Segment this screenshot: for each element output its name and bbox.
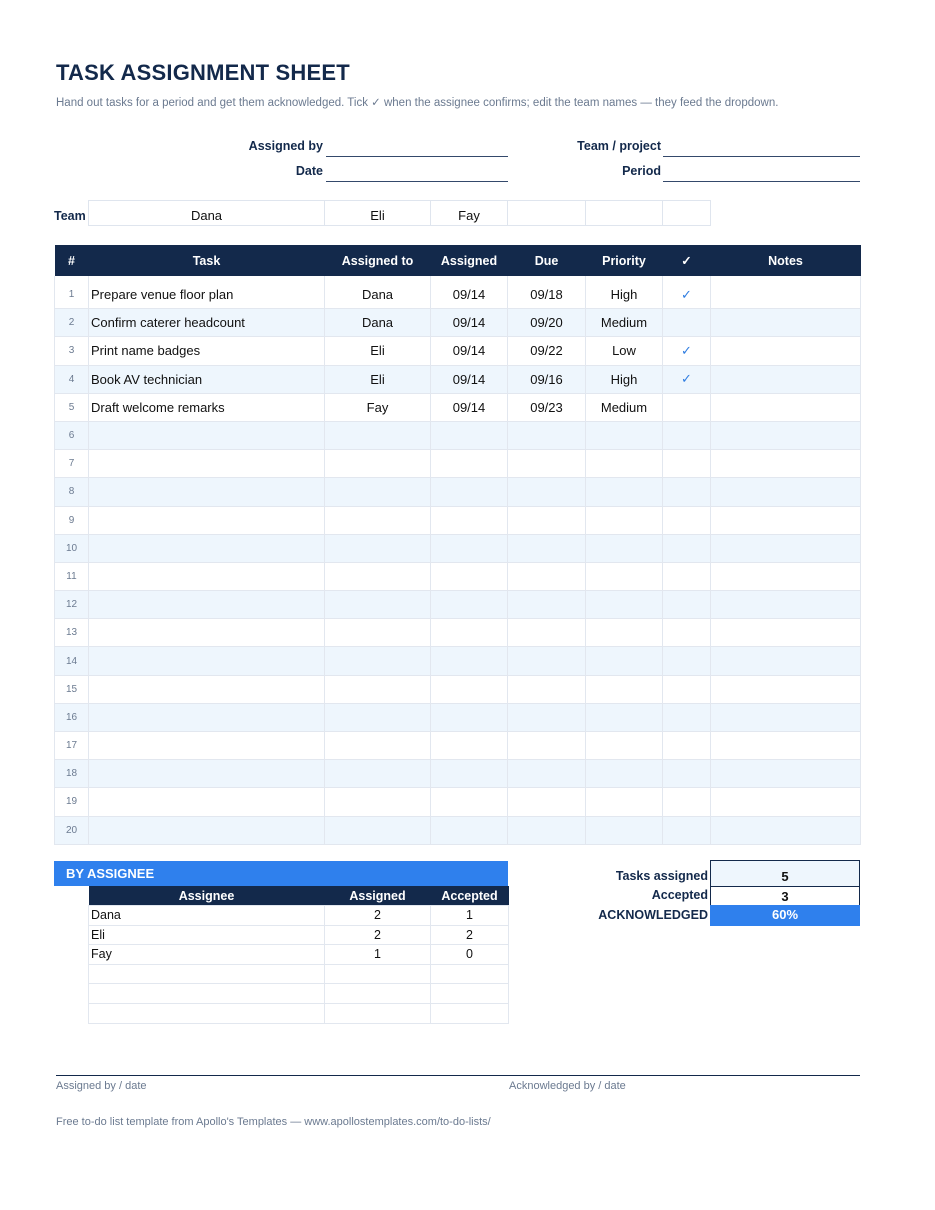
task-cell[interactable] — [89, 675, 325, 703]
notes-cell[interactable] — [711, 478, 861, 506]
due-date-cell[interactable] — [508, 478, 586, 506]
assigned-to-cell[interactable] — [325, 534, 431, 562]
assignee-assigned-count: 2 — [325, 906, 431, 926]
due-date-cell[interactable]: 09/16 — [508, 365, 586, 393]
task-cell[interactable] — [89, 591, 325, 619]
due-date-cell[interactable] — [508, 647, 586, 675]
due-date-cell[interactable]: 09/18 — [508, 276, 586, 309]
assigned-to-cell[interactable] — [325, 816, 431, 844]
by-assignee-table — [88, 886, 509, 1024]
due-date-cell[interactable]: 09/22 — [508, 337, 586, 365]
row-number: 20 — [55, 816, 89, 844]
assigned-to-cell[interactable]: Eli — [325, 337, 431, 365]
acknowledged-value: 60% — [710, 905, 860, 926]
acknowledged-check[interactable] — [663, 562, 711, 590]
task-cell[interactable]: Print name badges — [89, 337, 325, 365]
assigned-to-cell[interactable] — [325, 675, 431, 703]
acknowledged-check[interactable] — [663, 450, 711, 478]
table-row — [55, 365, 861, 393]
notes-cell[interactable] — [711, 337, 861, 365]
table-row — [55, 703, 861, 731]
task-cell[interactable]: Draft welcome remarks — [89, 393, 325, 421]
table-row — [55, 619, 861, 647]
task-cell[interactable] — [89, 506, 325, 534]
assigned-date-cell[interactable] — [431, 760, 508, 788]
acknowledged-check[interactable] — [663, 619, 711, 647]
assigned-to-cell[interactable] — [325, 591, 431, 619]
acknowledged-check[interactable] — [663, 591, 711, 619]
assignee-assigned-count — [325, 964, 431, 984]
priority-cell[interactable]: Low — [586, 337, 663, 365]
accepted-label: Accepted — [651, 888, 708, 902]
assigned-by-signature-label: Assigned by / date — [56, 1080, 147, 1092]
row-number: 14 — [55, 647, 89, 675]
assigned-date-cell[interactable]: 09/14 — [431, 309, 508, 337]
table-row — [55, 450, 861, 478]
due-date-cell[interactable] — [508, 506, 586, 534]
assigned-to-cell[interactable] — [325, 506, 431, 534]
row-number: 11 — [55, 562, 89, 590]
table-row — [55, 337, 861, 365]
row-number: 17 — [55, 732, 89, 760]
acknowledged-check[interactable] — [663, 703, 711, 731]
task-cell[interactable] — [89, 760, 325, 788]
task-cell[interactable] — [89, 562, 325, 590]
team-member-cell[interactable]: Fay — [430, 200, 508, 226]
assigned-date-cell[interactable] — [431, 506, 508, 534]
table-row — [55, 478, 861, 506]
assigned-date-cell[interactable] — [431, 421, 508, 449]
notes-cell[interactable] — [711, 393, 861, 421]
page-subtitle: Hand out tasks for a period and get them acknowledged. Tick ✓ when the assignee confirms; edit the team names — they feed the dropdown. — [56, 97, 779, 109]
team-member-cell[interactable]: Dana — [88, 200, 325, 226]
row-number: 16 — [55, 703, 89, 731]
notes-cell[interactable] — [711, 732, 861, 760]
notes-cell[interactable] — [711, 421, 861, 449]
notes-cell[interactable] — [711, 703, 861, 731]
due-date-cell[interactable] — [508, 760, 586, 788]
acknowledged-check[interactable] — [663, 421, 711, 449]
team-label: Team — [54, 209, 86, 223]
team-project-field[interactable] — [663, 141, 860, 157]
assignee-name — [89, 1003, 325, 1023]
notes-cell[interactable] — [711, 816, 861, 844]
assigned-date-cell[interactable] — [431, 816, 508, 844]
assigned-date-cell[interactable]: 09/14 — [431, 276, 508, 309]
task-cell[interactable] — [89, 816, 325, 844]
due-date-cell[interactable] — [508, 703, 586, 731]
col-header-accepted-count: Accepted — [431, 886, 509, 906]
task-cell[interactable] — [89, 788, 325, 816]
team-member-cell[interactable] — [507, 200, 586, 226]
list-item — [89, 945, 509, 965]
notes-cell[interactable] — [711, 309, 861, 337]
notes-cell[interactable] — [711, 365, 861, 393]
assigned-date-cell[interactable] — [431, 478, 508, 506]
assigned-date-cell[interactable]: 09/14 — [431, 365, 508, 393]
acknowledged-check[interactable] — [663, 816, 711, 844]
row-number: 6 — [55, 421, 89, 449]
priority-cell[interactable] — [586, 591, 663, 619]
assigned-to-cell[interactable] — [325, 760, 431, 788]
assigned-date-cell[interactable] — [431, 562, 508, 590]
task-cell[interactable] — [89, 478, 325, 506]
priority-cell[interactable] — [586, 478, 663, 506]
table-row — [55, 675, 861, 703]
assigned-date-cell[interactable]: 09/14 — [431, 393, 508, 421]
assignee-name: Dana — [89, 906, 325, 926]
priority-cell[interactable] — [586, 788, 663, 816]
task-cell[interactable]: Confirm caterer headcount — [89, 309, 325, 337]
row-number: 7 — [55, 450, 89, 478]
due-date-cell[interactable] — [508, 562, 586, 590]
due-date-cell[interactable] — [508, 619, 586, 647]
due-date-cell[interactable] — [508, 591, 586, 619]
assigned-to-cell[interactable]: Eli — [325, 365, 431, 393]
due-date-cell[interactable] — [508, 534, 586, 562]
page-title: TASK ASSIGNMENT SHEET — [56, 60, 350, 85]
col-header-number: # — [55, 245, 89, 276]
assignee-accepted-count: 2 — [431, 925, 509, 945]
table-row — [55, 732, 861, 760]
row-number: 15 — [55, 675, 89, 703]
assignee-name: Eli — [89, 925, 325, 945]
row-number: 18 — [55, 760, 89, 788]
acknowledged-check[interactable] — [663, 732, 711, 760]
notes-cell[interactable] — [711, 760, 861, 788]
team-member-cell[interactable] — [662, 200, 711, 226]
table-header-row — [55, 245, 861, 276]
assigned-date-cell[interactable] — [431, 788, 508, 816]
signature-line — [56, 1075, 860, 1076]
priority-cell[interactable] — [586, 421, 663, 449]
assigned-to-cell[interactable]: Dana — [325, 276, 431, 309]
notes-cell[interactable] — [711, 450, 861, 478]
priority-cell[interactable] — [586, 647, 663, 675]
due-date-cell[interactable] — [508, 450, 586, 478]
list-item — [89, 1003, 509, 1023]
assignee-assigned-count — [325, 984, 431, 1004]
acknowledged-check[interactable] — [663, 506, 711, 534]
acknowledged-check[interactable] — [663, 393, 711, 421]
col-header-check: ✓ — [663, 245, 711, 276]
due-date-cell[interactable] — [508, 816, 586, 844]
acknowledged-check[interactable] — [663, 534, 711, 562]
col-header-assigned-to: Assigned to — [325, 245, 431, 276]
row-number: 12 — [55, 591, 89, 619]
task-table — [54, 245, 861, 845]
team-member-cell[interactable]: Eli — [324, 200, 431, 226]
table-row — [55, 647, 861, 675]
priority-cell[interactable] — [586, 562, 663, 590]
accepted-value: 3 — [710, 886, 860, 906]
notes-cell[interactable] — [711, 788, 861, 816]
table-row — [55, 309, 861, 337]
assignee-accepted-count — [431, 1003, 509, 1023]
assigned-date-cell[interactable] — [431, 450, 508, 478]
notes-cell[interactable] — [711, 619, 861, 647]
table-row — [55, 760, 861, 788]
assignee-assigned-count — [325, 1003, 431, 1023]
list-item — [89, 964, 509, 984]
assignee-accepted-count: 1 — [431, 906, 509, 926]
assigned-to-cell[interactable] — [325, 788, 431, 816]
priority-cell[interactable] — [586, 534, 663, 562]
task-cell[interactable] — [89, 732, 325, 760]
priority-cell[interactable] — [586, 619, 663, 647]
acknowledged-check[interactable] — [663, 788, 711, 816]
table-row — [55, 421, 861, 449]
acknowledged-by-signature-label: Acknowledged by / date — [509, 1080, 626, 1092]
team-project-label: Team / project — [577, 139, 661, 153]
list-item — [89, 925, 509, 945]
due-date-cell[interactable] — [508, 421, 586, 449]
priority-cell[interactable] — [586, 816, 663, 844]
task-cell[interactable] — [89, 534, 325, 562]
acknowledged-check[interactable] — [663, 647, 711, 675]
row-number: 2 — [55, 309, 89, 337]
assigned-to-cell[interactable] — [325, 619, 431, 647]
due-date-cell[interactable] — [508, 732, 586, 760]
period-label: Period — [622, 164, 661, 178]
list-item — [89, 906, 509, 926]
assignee-name: Fay — [89, 945, 325, 965]
assigned-to-cell[interactable] — [325, 421, 431, 449]
team-member-cell[interactable] — [585, 200, 663, 226]
date-field[interactable] — [326, 166, 508, 182]
assigned-date-cell[interactable] — [431, 591, 508, 619]
row-number: 8 — [55, 478, 89, 506]
table-row — [55, 816, 861, 844]
col-header-task: Task — [89, 245, 325, 276]
col-header-priority: Priority — [586, 245, 663, 276]
priority-cell[interactable]: High — [586, 276, 663, 309]
assignee-assigned-count: 2 — [325, 925, 431, 945]
task-cell[interactable] — [89, 647, 325, 675]
row-number: 1 — [55, 276, 89, 309]
due-date-cell[interactable] — [508, 675, 586, 703]
assigned-date-cell[interactable] — [431, 732, 508, 760]
notes-cell[interactable] — [711, 591, 861, 619]
priority-cell[interactable]: Medium — [586, 309, 663, 337]
row-number: 10 — [55, 534, 89, 562]
priority-cell[interactable] — [586, 450, 663, 478]
task-cell[interactable] — [89, 421, 325, 449]
due-date-cell[interactable]: 09/23 — [508, 393, 586, 421]
by-assignee-title: BY ASSIGNEE — [54, 861, 508, 886]
priority-cell[interactable] — [586, 732, 663, 760]
task-cell[interactable]: Book AV technician — [89, 365, 325, 393]
assigned-by-label: Assigned by — [248, 139, 323, 153]
notes-cell[interactable] — [711, 675, 861, 703]
row-number: 5 — [55, 393, 89, 421]
col-header-assigned-count: Assigned — [325, 886, 431, 906]
row-number: 19 — [55, 788, 89, 816]
table-row — [55, 591, 861, 619]
col-header-assignee: Assignee — [89, 886, 325, 906]
due-date-cell[interactable]: 09/20 — [508, 309, 586, 337]
priority-cell[interactable] — [586, 675, 663, 703]
notes-cell[interactable] — [711, 506, 861, 534]
assigned-date-cell[interactable] — [431, 534, 508, 562]
notes-cell[interactable] — [711, 562, 861, 590]
assigned-to-cell[interactable]: Dana — [325, 309, 431, 337]
acknowledged-check[interactable]: ✓ — [663, 337, 711, 365]
task-cell[interactable]: Prepare venue floor plan — [89, 276, 325, 309]
assigned-to-cell[interactable]: Fay — [325, 393, 431, 421]
acknowledged-check[interactable] — [663, 760, 711, 788]
assigned-date-cell[interactable]: 09/14 — [431, 337, 508, 365]
acknowledged-label: ACKNOWLEDGED — [598, 908, 708, 922]
row-number: 4 — [55, 365, 89, 393]
assignee-assigned-count: 1 — [325, 945, 431, 965]
task-cell[interactable] — [89, 450, 325, 478]
table-row — [55, 788, 861, 816]
assigned-by-field[interactable] — [326, 141, 508, 157]
row-number: 9 — [55, 506, 89, 534]
assigned-to-cell[interactable] — [325, 562, 431, 590]
priority-cell[interactable] — [586, 703, 663, 731]
row-number: 13 — [55, 619, 89, 647]
assignee-accepted-count — [431, 984, 509, 1004]
period-field[interactable] — [663, 166, 860, 182]
assigned-to-cell[interactable] — [325, 732, 431, 760]
table-row — [55, 393, 861, 421]
notes-cell[interactable] — [711, 534, 861, 562]
by-assignee-header-row — [89, 886, 509, 906]
assignee-accepted-count — [431, 964, 509, 984]
col-header-assigned: Assigned — [431, 245, 508, 276]
assigned-to-cell[interactable] — [325, 478, 431, 506]
table-row — [55, 276, 861, 309]
priority-cell[interactable] — [586, 506, 663, 534]
assignee-name — [89, 964, 325, 984]
row-number: 3 — [55, 337, 89, 365]
assigned-date-cell[interactable] — [431, 619, 508, 647]
col-header-due: Due — [508, 245, 586, 276]
notes-cell[interactable] — [711, 647, 861, 675]
acknowledged-check[interactable]: ✓ — [663, 365, 711, 393]
table-row — [55, 534, 861, 562]
task-cell[interactable] — [89, 703, 325, 731]
col-header-notes: Notes — [711, 245, 861, 276]
assigned-date-cell[interactable] — [431, 647, 508, 675]
assigned-to-cell[interactable] — [325, 647, 431, 675]
list-item — [89, 984, 509, 1004]
tasks-assigned-value: 5 — [710, 860, 860, 887]
priority-cell[interactable]: Medium — [586, 393, 663, 421]
assigned-to-cell[interactable] — [325, 450, 431, 478]
due-date-cell[interactable] — [508, 788, 586, 816]
acknowledged-check[interactable] — [663, 478, 711, 506]
priority-cell[interactable] — [586, 760, 663, 788]
notes-cell[interactable] — [711, 276, 861, 309]
acknowledged-check[interactable]: ✓ — [663, 276, 711, 309]
table-row — [55, 562, 861, 590]
task-cell[interactable] — [89, 619, 325, 647]
assignee-accepted-count: 0 — [431, 945, 509, 965]
acknowledged-check[interactable] — [663, 675, 711, 703]
tasks-assigned-label: Tasks assigned — [615, 869, 708, 883]
table-row — [55, 506, 861, 534]
assignee-name — [89, 984, 325, 1004]
priority-cell[interactable]: High — [586, 365, 663, 393]
footer-credit: Free to-do list template from Apollo's Templates — www.apollostemplates.com/to-do-lists/ — [56, 1116, 491, 1128]
acknowledged-check[interactable] — [663, 309, 711, 337]
date-label: Date — [295, 164, 323, 178]
assigned-to-cell[interactable] — [325, 703, 431, 731]
assigned-date-cell[interactable] — [431, 703, 508, 731]
assigned-date-cell[interactable] — [431, 675, 508, 703]
